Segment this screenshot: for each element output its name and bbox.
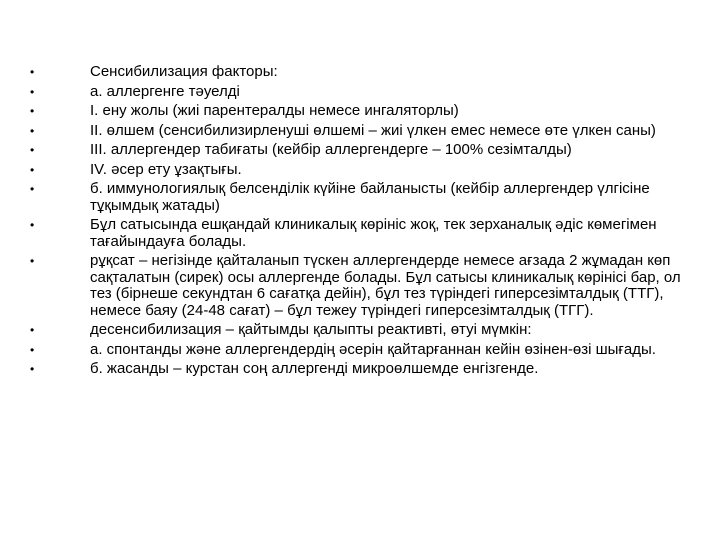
list-item — [0, 253, 720, 319]
bullet-text: III. аллергендер табиғаты (кейбір аллергендерге – 100% сезімталды) — [90, 141, 572, 158]
bullet-icon: • — [30, 84, 35, 99]
list-item — [0, 142, 720, 159]
list-item — [0, 181, 720, 214]
list-item — [0, 217, 720, 250]
bullet-text: II. өлшем (сенсибилизирленуші өлшемі – жиі үлкен емес немесе өте үлкен саны) — [90, 121, 656, 139]
list-item — [0, 123, 720, 140]
list-item — [0, 162, 720, 179]
list-item — [0, 64, 720, 81]
bullet-text: рұқсат – негізінде қайталанып түскен аллергендерде немесе ағзада 2 жұмадан көп сақталатын (сирек) осы аллергенде болады. Бұл сатысы клиникалық көрінісі бар, ол тез (бірнеше секундтан 6 сағатқа дейін), бұл тез түріндегі гиперсезімталдық (ТТГ), немесе баяу (24-48 сағат) – бұл тежеу түріндегі гиперсезімталдық (ТГГ). — [90, 252, 681, 319]
bullet-list — [0, 64, 720, 381]
bullet-icon: • — [30, 182, 35, 196]
bullet-icon: • — [30, 65, 35, 79]
bullet-icon: • — [30, 143, 35, 157]
list-item — [0, 103, 720, 120]
bullet-icon: • — [30, 104, 35, 118]
list-item — [0, 84, 720, 101]
bullet-text: б. иммунологиялық белсенділік күйіне байланысты (кейбір аллергендер үлгісіне тұқымдық жатады) — [90, 180, 650, 214]
list-item — [0, 361, 720, 378]
bullet-text: десенсибилизация – қайтымды қалыпты реактивті, өтуі мүмкін: — [90, 321, 532, 338]
bullet-icon: • — [30, 323, 35, 337]
bullet-text: I. ену жолы (жиі парентералды немесе ингаляторлы) — [90, 102, 459, 119]
list-item — [0, 342, 720, 359]
bullet-icon: • — [30, 254, 35, 268]
bullet-text: б. жасанды – курстан соң аллергенді микроөлшемде енгізгенде. — [90, 360, 539, 377]
bullet-text: Бұл сатысында ешқандай клиникалық көрініс жоқ, тек зерханалық әдіс көмегімен тағайындауға болады. — [90, 216, 657, 250]
bullet-icon: • — [30, 362, 35, 376]
bullet-text: а. спонтанды және аллергендердің әсерін қайтарғаннан кейін өзінен-өзі шығады. — [90, 340, 656, 358]
bullet-text: IV. әсер ету ұзақтығы. — [90, 160, 242, 178]
bullet-icon: • — [30, 218, 35, 232]
bullet-icon: • — [30, 342, 35, 357]
bullet-text: а. аллергенге тәуелді — [90, 82, 240, 100]
bullet-icon: • — [30, 162, 35, 177]
bullet-icon: • — [30, 123, 35, 138]
bullet-text: Сенсибилизация факторы: — [90, 63, 278, 80]
list-item — [0, 322, 720, 339]
